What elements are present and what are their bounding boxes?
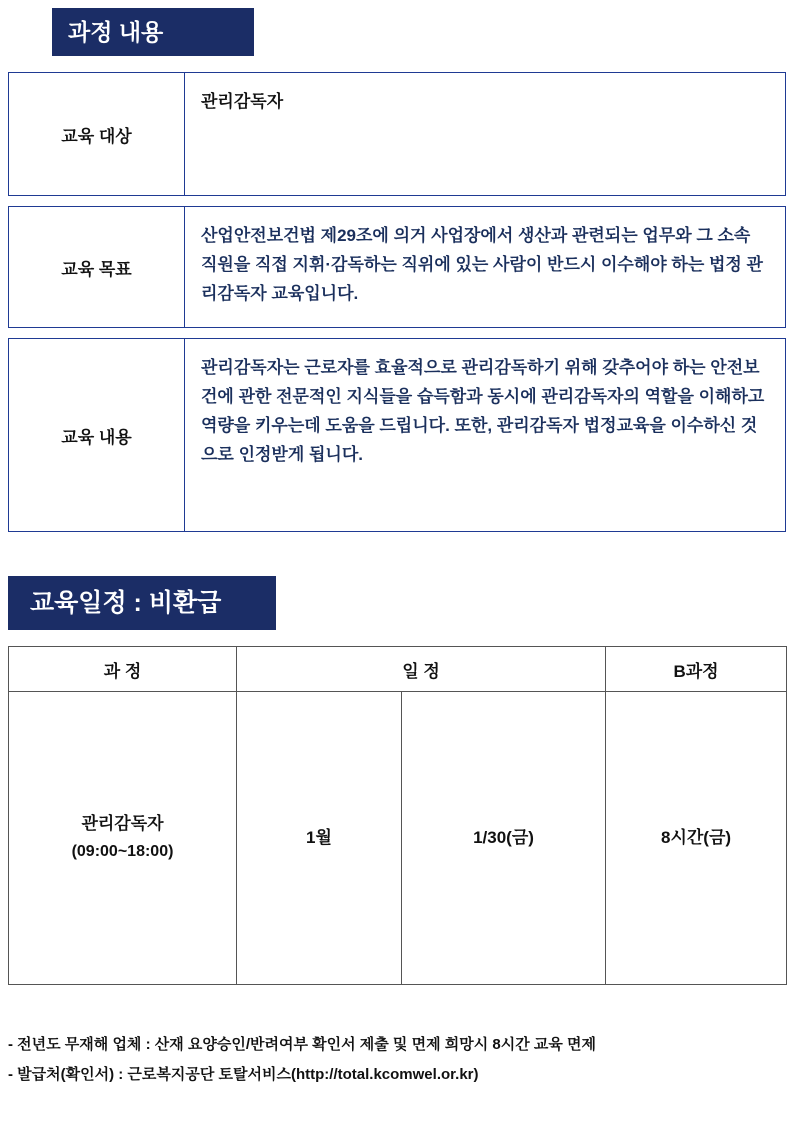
info-value-goal: 산업안전보건법 제29조에 의거 사업장에서 생산과 관련되는 업무와 그 소속 직원을 직접 지휘·감독하는 직위에 있는 사람이 반드시 이수해야 하는 법정 관리감독자 교육입니다. bbox=[201, 226, 763, 303]
info-label-content: 교육 내용 bbox=[9, 339, 185, 531]
info-label-goal: 교육 목표 bbox=[9, 207, 185, 327]
section-banner-schedule: 교육일정 : 비환급 bbox=[8, 576, 276, 630]
footnote-line-2: - 발급처(확인서) : 근로복지공단 토탈서비스(http://total.kcomwel.or.kr) bbox=[8, 1066, 479, 1083]
schedule-course-name: 관리감독자 bbox=[81, 814, 164, 833]
info-row-goal bbox=[8, 206, 786, 328]
schedule-header-date: 일 정 bbox=[237, 647, 606, 692]
schedule-table bbox=[8, 646, 787, 985]
info-row-target bbox=[8, 72, 786, 196]
schedule-course-time: (09:00~18:00) bbox=[71, 843, 174, 860]
schedule-cell-month: 1월 bbox=[237, 692, 402, 985]
schedule-cell-course bbox=[9, 692, 237, 985]
schedule-header-course: 과 정 bbox=[9, 647, 237, 692]
info-value-target: 관리감독자 bbox=[201, 92, 284, 111]
footnotes bbox=[8, 1030, 786, 1090]
section-banner-course-info: 과정 내용 bbox=[52, 8, 254, 56]
info-label-target: 교육 대상 bbox=[9, 73, 185, 195]
schedule-header-row bbox=[9, 647, 787, 692]
schedule-cell-date: 1/30(금) bbox=[402, 692, 606, 985]
footnote-line-1: - 전년도 무재해 업체 : 산재 요양승인/반려여부 확인서 제출 및 면제 희망시 8시간 교육 면제 bbox=[8, 1036, 596, 1053]
schedule-header-bcourse: B과정 bbox=[606, 647, 787, 692]
schedule-cell-bcourse: 8시간(금) bbox=[606, 692, 787, 985]
info-row-content bbox=[8, 338, 786, 532]
info-value-content: 관리감독자는 근로자를 효율적으로 관리감독하기 위해 갖추어야 하는 안전보건에 관한 전문적인 지식들을 습득함과 동시에 관리감독자의 역할을 이해하고 역량을 키우는데 도움을 드립니다. 또한, 관리감독자 법정교육을 이수하신 것으로 인정받게 됩니다. bbox=[201, 358, 765, 464]
table-row bbox=[9, 692, 787, 985]
